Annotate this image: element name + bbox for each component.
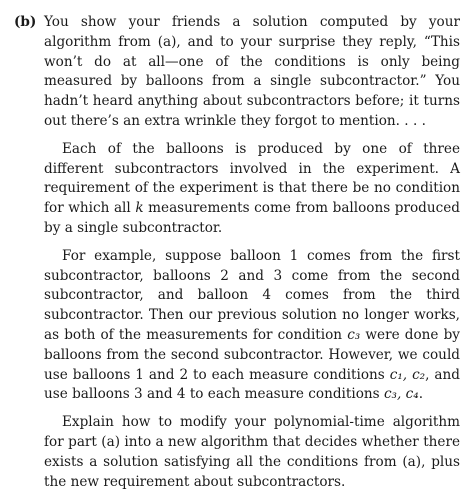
conditions-c3-c4: c₃, c₄ bbox=[383, 386, 419, 403]
paragraph-3-before: For example, suppose balloon 1 comes from the first subcontractor, balloons 2 and 3 come from the second subcontractor, and balloon 4 comes from the third subcontractor. Then our previous solution no longer works, as both of the measurements for condition bbox=[44, 247, 460, 343]
conditions-c1-c2: c₁, c₂ bbox=[389, 366, 426, 383]
paragraph-3-middle2: , and use balloons 3 and 4 to each measure conditions bbox=[44, 366, 460, 403]
paragraph-2-after: measurements come from balloons produced by a single subcontractor. bbox=[44, 200, 460, 236]
paragraph-2-before: Each of the balloons is produced by one of three different subcontractors involved in the experiment. A requirement of the experiment is that there be no condition for which all bbox=[44, 140, 460, 217]
paragraph-4: Explain how to modify your polynomial-time algorithm for part (a) into a new algorithm that decides whether there exists a solution satisfying all the conditions from (a), plus the new requirement about subcontractors. bbox=[44, 414, 460, 490]
variable-k: k bbox=[135, 200, 144, 217]
condition-c3: c₃ bbox=[347, 326, 361, 343]
paragraph-2 bbox=[44, 140, 460, 239]
paragraph-3-after: . bbox=[418, 386, 424, 403]
problem-body bbox=[44, 13, 460, 500]
paragraph-3 bbox=[44, 247, 460, 405]
paragraph-3-middle: were done by balloons from the second subcontractor. However, we could use balloons 1 and 2 to each measure conditions bbox=[44, 326, 460, 383]
paragraph-1: You show your friends a solution computed by your algorithm from (a), and to your surprise they reply, “This won’t do at all—one of the conditions is only being measured by balloons from a single subcontractor.” You hadn’t heard anything about subcontractors before; it turns out there’s an extra wrinkle they forgot to mention. . . . bbox=[44, 14, 460, 129]
problem-part-b bbox=[14, 13, 460, 500]
part-label: (b) bbox=[14, 14, 37, 30]
